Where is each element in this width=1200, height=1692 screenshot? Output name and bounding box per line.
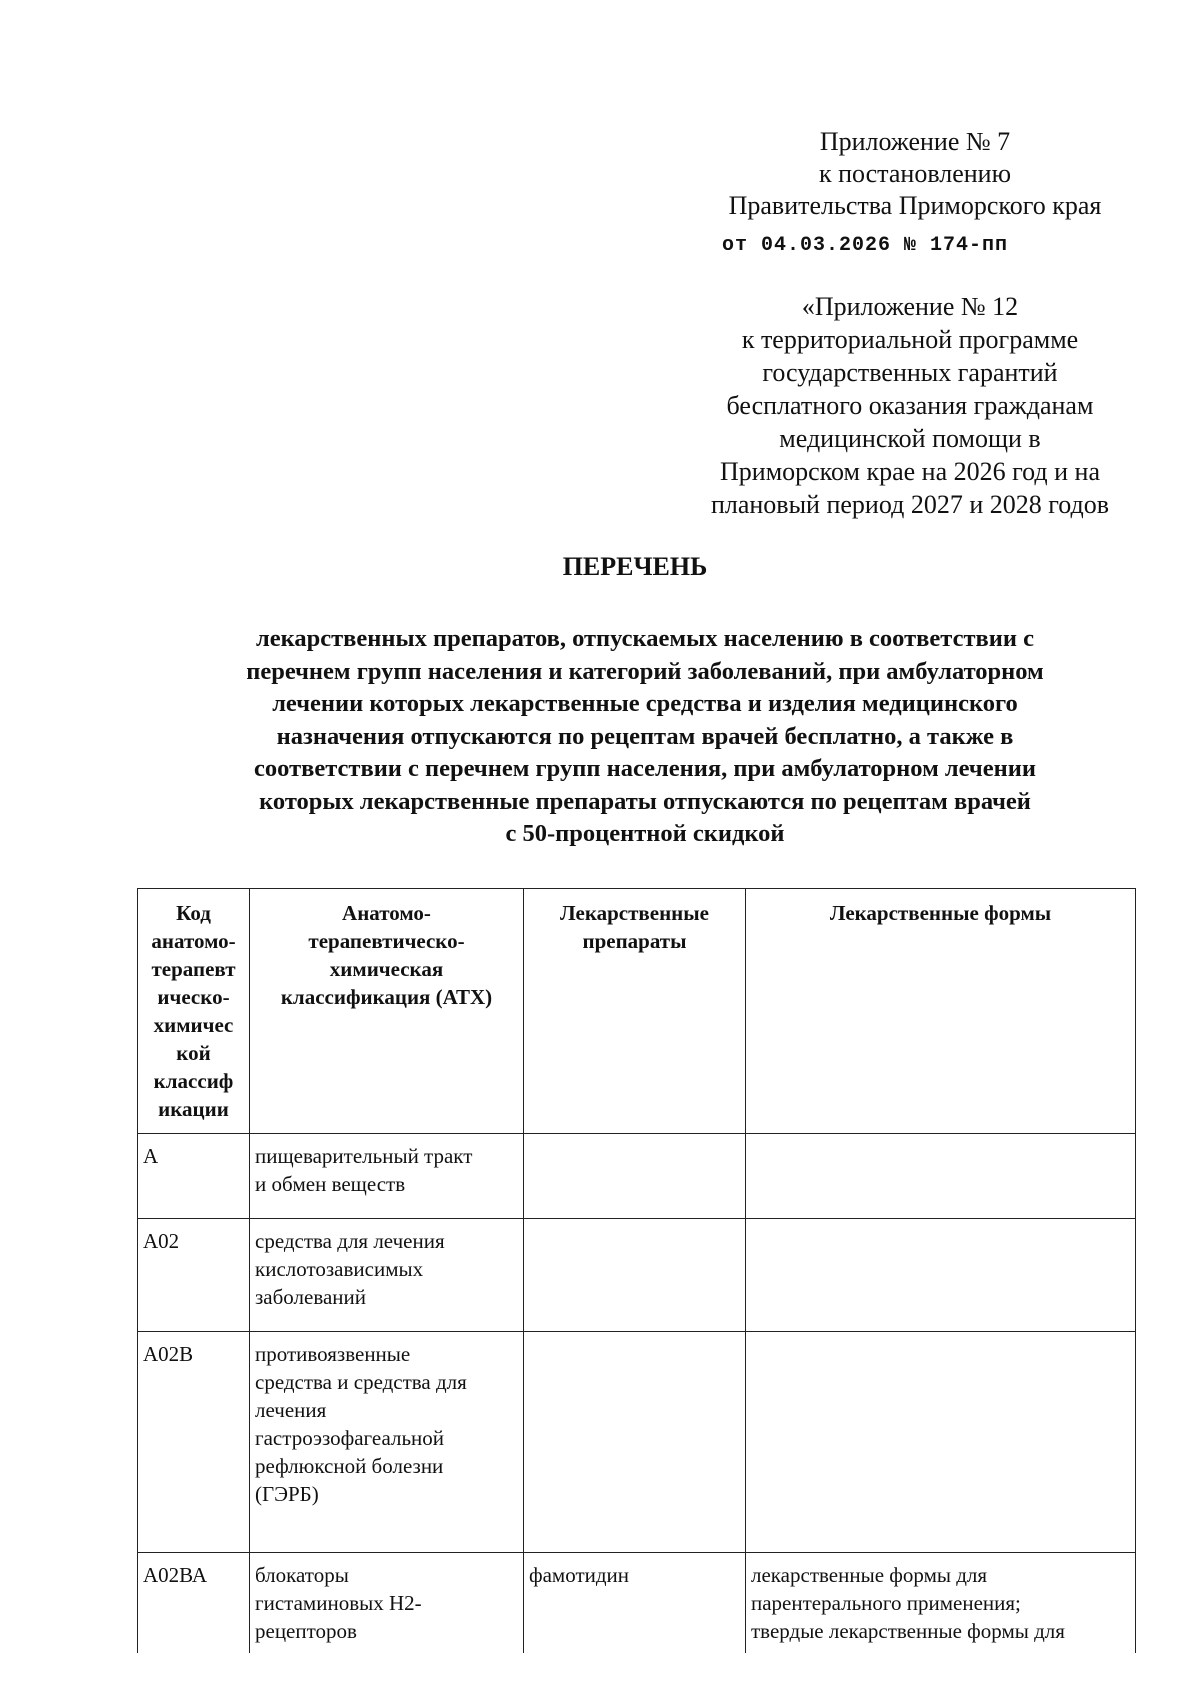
cell-drug: фамотидин	[524, 1553, 746, 1654]
drug-list-table	[137, 888, 1136, 1653]
annex-program-header	[680, 290, 1140, 521]
cell-atc: блокаторы гистаминовых Н2- рецепторов	[250, 1553, 524, 1654]
subtitle-line: лечении которых лекарственные средства и изделия медицинского	[272, 690, 1018, 717]
registration-stamp: от 04.03.2026 № 174-пп	[722, 234, 1009, 257]
cell-code: А02	[138, 1219, 250, 1332]
cell-drug	[524, 1219, 746, 1332]
cell-code: А02ВА	[138, 1553, 250, 1654]
subtitle-line: назначения отпускаются по рецептам врачей бесплатно, а также в	[276, 722, 1014, 750]
cell-drug	[524, 1134, 746, 1219]
annex-line: Приложение № 7	[819, 127, 1011, 156]
cell-form: лекарственные формы для парентерального применения; твердые лекарственные формы для	[746, 1553, 1136, 1654]
cell-code: А02В	[138, 1332, 250, 1553]
annex-header	[690, 126, 1140, 222]
header-drug: Лекарственные препараты	[524, 889, 746, 1134]
cell-atc: пищеварительный тракт и обмен веществ	[250, 1134, 524, 1219]
table-header-row	[138, 889, 1136, 1134]
annex-program-line: медицинской помощи в	[779, 424, 1041, 453]
table-row	[138, 1219, 1136, 1332]
annex-program-line: плановый период 2027 и 2028 годов	[710, 490, 1110, 519]
cell-form	[746, 1134, 1136, 1219]
annex-program-line: Приморском крае на 2026 год и на	[720, 457, 1100, 486]
cell-form	[746, 1219, 1136, 1332]
cell-atc: средства для лечения кислотозависимых заболеваний	[250, 1219, 524, 1332]
table-row	[138, 1332, 1136, 1553]
subtitle-line: перечнем групп населения и категорий заболеваний, при амбулаторном	[246, 657, 1044, 685]
annex-line: к постановлению	[818, 159, 1012, 188]
cell-code: А	[138, 1134, 250, 1219]
annex-program-line: бесплатного оказания гражданам	[726, 391, 1094, 420]
subtitle-line: с 50-процентной скидкой	[505, 820, 785, 847]
subtitle-line: соответствии с перечнем групп населения, при амбулаторном лечении	[254, 755, 1036, 782]
subtitle-line: лекарственных препаратов, отпускаемых населению в соответствии с	[256, 625, 1034, 652]
document-subtitle	[160, 623, 1130, 851]
annex-line: Правительства Приморского края	[728, 191, 1102, 220]
document-title: ПЕРЕЧЕНЬ	[562, 552, 708, 581]
header-code: Код анатомо- терапевт ическо- химичес кой классиф икации	[138, 889, 250, 1134]
annex-program-line: государственных гарантий	[762, 358, 1058, 387]
table-row	[138, 1134, 1136, 1219]
cell-drug	[524, 1332, 746, 1553]
subtitle-line: которых лекарственные препараты отпускаются по рецептам врачей	[259, 787, 1031, 815]
cell-form	[746, 1332, 1136, 1553]
annex-program-line: «Приложение № 12	[801, 292, 1019, 321]
annex-program-line: к территориальной программе	[741, 325, 1079, 354]
table-row	[138, 1553, 1136, 1654]
cell-atc: противоязвенные средства и средства для лечения гастроэзофагеальной рефлюксной болезни (ГЭРБ)	[250, 1332, 524, 1553]
header-atc: Анатомо- терапевтическо- химическая классификация (АТХ)	[250, 889, 524, 1134]
header-form: Лекарственные формы	[746, 889, 1136, 1134]
